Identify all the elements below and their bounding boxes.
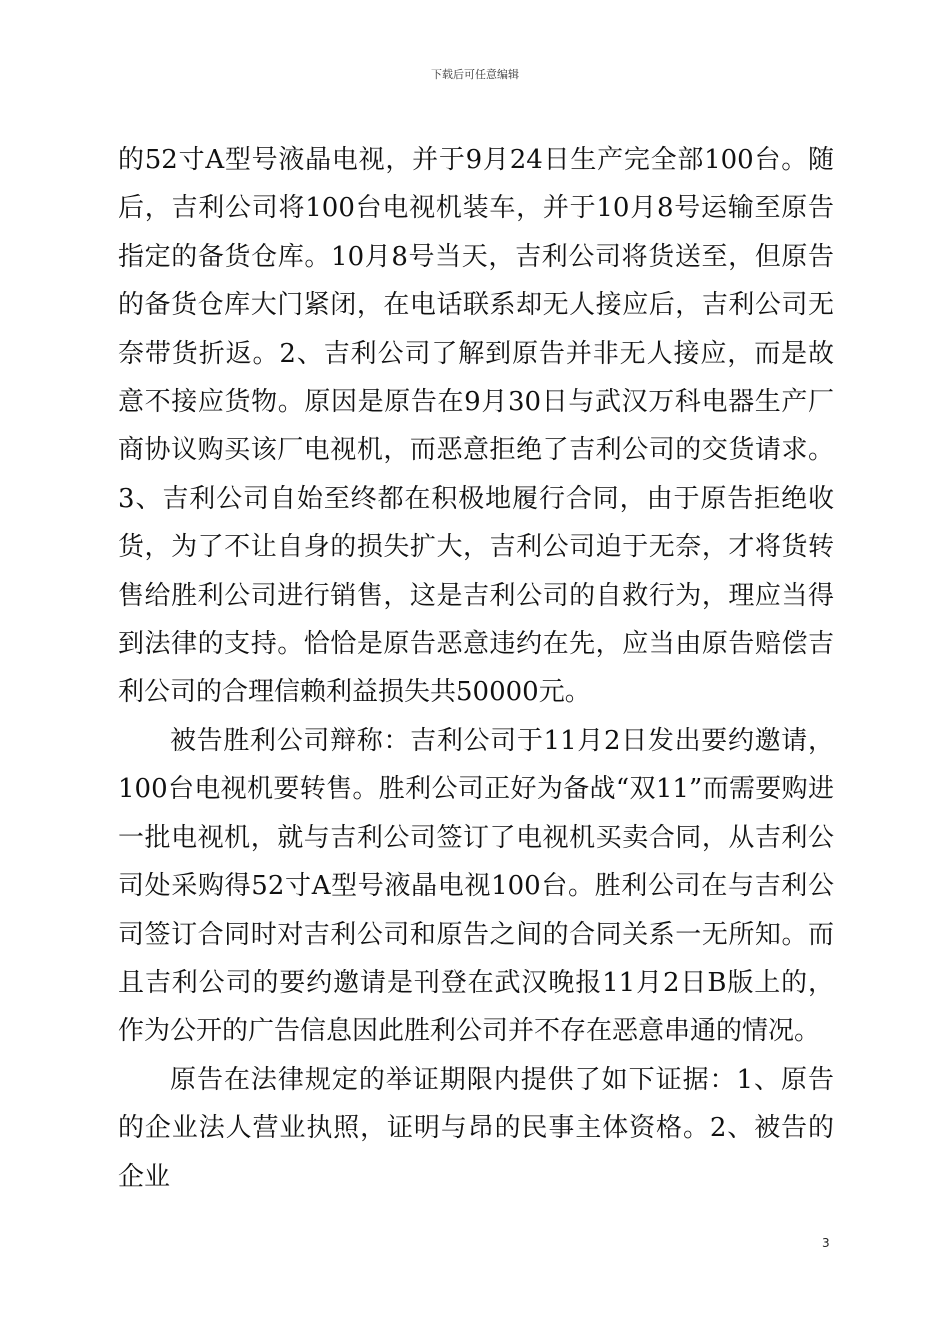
- page-header: 下载后可任意编辑: [431, 68, 519, 81]
- paragraph-evidence: 原告在法律规定的举证期限内提供了如下证据：1、原告的企业法人营业执照，证明与昂的民事主体资格。2、被告的企业: [118, 1064, 834, 1192]
- page-number: 3: [822, 1236, 830, 1250]
- paragraph-continued: 的52寸A型号液晶电视，并于9月24日生产完全部100台。随后，吉利公司将100台电视机装车，并于10月8号运输至原告指定的备货仓库。10月8号当天，吉利公司将货送至，但原告的备货仓库大门紧闭，在电话联系却无人接应后，吉利公司无奈带货折返。2、吉利公司了解到原告并非无人接应，而是故意不接应货物。原因是原告在9月30日与武汉万科电器生产厂商协议购买该厂电视机，而恶意拒绝了吉利公司的交货请求。3、吉利公司自始至终都在积极地履行合同，由于原告拒绝收货，为了不让自身的损失扩大，吉利公司迫于无奈，才将货转售给胜利公司进行销售，这是吉利公司的自救行为，理应当得到法律的支持。恰恰是原告恶意违约在先，应当由原告赔偿吉利公司的合理信赖利益损失共50000元。: [118, 145, 834, 708]
- document-body: [118, 136, 834, 1201]
- paragraph-defendant-statement: 被告胜利公司辩称：吉利公司于11月2日发出要约邀请，100台电视机要转售。胜利公司正好为备战“双11”而需要购进一批电视机，就与吉利公司签订了电视机买卖合同，从吉利公司处采购得52寸A型号液晶电视100台。胜利公司在与吉利公司签订合同时对吉利公司和原告之间的合同关系一无所知。而且吉利公司的要约邀请是刊登在武汉晚报11月2日B版上的，作为公开的广告信息因此胜利公司并不存在恶意串通的情况。: [118, 725, 834, 1047]
